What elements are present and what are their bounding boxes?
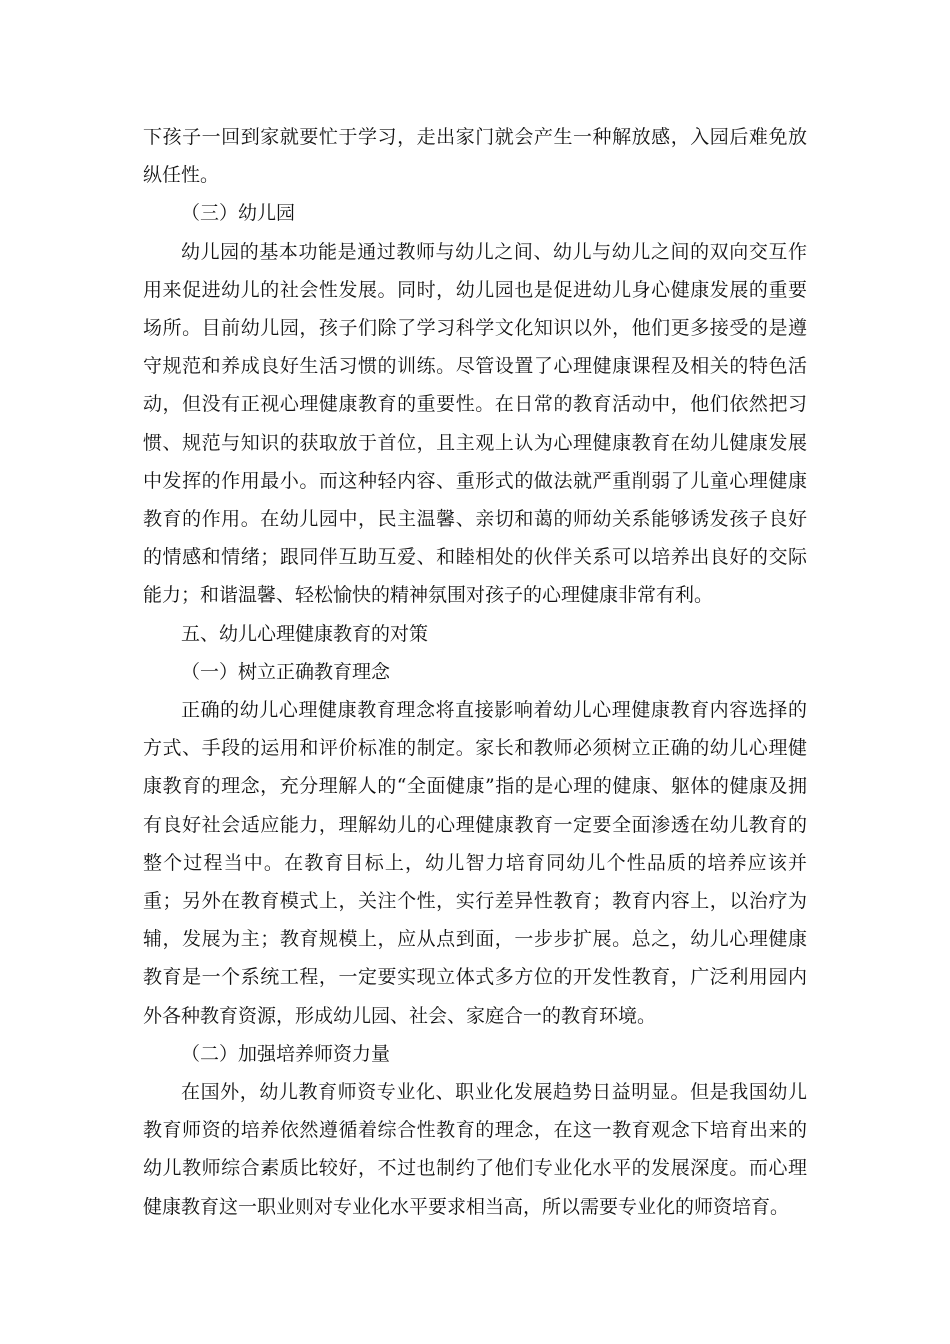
paragraph-continued: 下孩子一回到家就要忙于学习，走出家门就会产生一种解放感，入园后难免放纵任性。: [143, 126, 807, 187]
section-heading-concept: （一）树立正确教育理念: [181, 660, 391, 683]
paragraph-concept: 正确的幼儿心理健康教育理念将直接影响着幼儿心理健康教育内容选择的方式、手段的运用和评价标准的制定。家长和教师必须树立正确的幼儿心理健康教育的理念，充分理解人的“全面健康”指的是心理的健康、躯体的健康及拥有良好社会适应能力，理解幼儿的心理健康教育一定要全面渗透在幼儿教育的整个过程当中。在教育目标上，幼儿智力培育同幼儿个性品质的培养应该并重；另外在教育模式上，关注个性，实行差异性教育；教育内容上，以治疗为辅，发展为主；教育规模上，应从点到面，一步步扩展。总之，幼儿心理健康教育是一个系统工程，一定要实现立体式多方位的开发性教育，广泛利用园内外各种教育资源，形成幼儿园、社会、家庭合一的教育环境。: [143, 699, 807, 1027]
chapter-heading-countermeasures: 五、幼儿心理健康教育的对策: [181, 622, 429, 645]
section-heading-kindergarten: （三）幼儿园: [181, 202, 296, 225]
section-heading-teachers: （二）加强培养师资力量: [181, 1042, 391, 1065]
document-page: [143, 118, 807, 1226]
paragraph-teachers: 在国外，幼儿教育师资专业化、职业化发展趋势日益明显。但是我国幼儿教育师资的培养依然遵循着综合性教育的理念，在这一教育观念下培育出来的幼儿教师综合素质比较好，不过也制约了他们专业化水平的发展深度。而心理健康教育这一职业则对专业化水平要求相当高，所以需要专业化的师资培育。: [143, 1081, 807, 1218]
paragraph-kindergarten: 幼儿园的基本功能是通过教师与幼儿之间、幼儿与幼儿之间的双向交互作用来促进幼儿的社会性发展。同时，幼儿园也是促进幼儿身心健康发展的重要场所。目前幼儿园，孩子们除了学习科学文化知识以外，他们更多接受的是遵守规范和养成良好生活习惯的训练。尽管设置了心理健康课程及相关的特色活动，但没有正视心理健康教育的重要性。在日常的教育活动中，他们依然把习惯、规范与知识的获取放于首位，且主观上认为心理健康教育在幼儿健康发展中发挥的作用最小。而这种轻内容、重形式的做法就严重削弱了儿童心理健康教育的作用。在幼儿园中，民主温馨、亲切和蔼的师幼关系能够诱发孩子良好的情感和情绪；跟同伴互助互爱、和睦相处的伙伴关系可以培养出良好的交际能力；和谐温馨、轻松愉快的精神氛围对孩子的心理健康非常有利。: [143, 240, 807, 607]
